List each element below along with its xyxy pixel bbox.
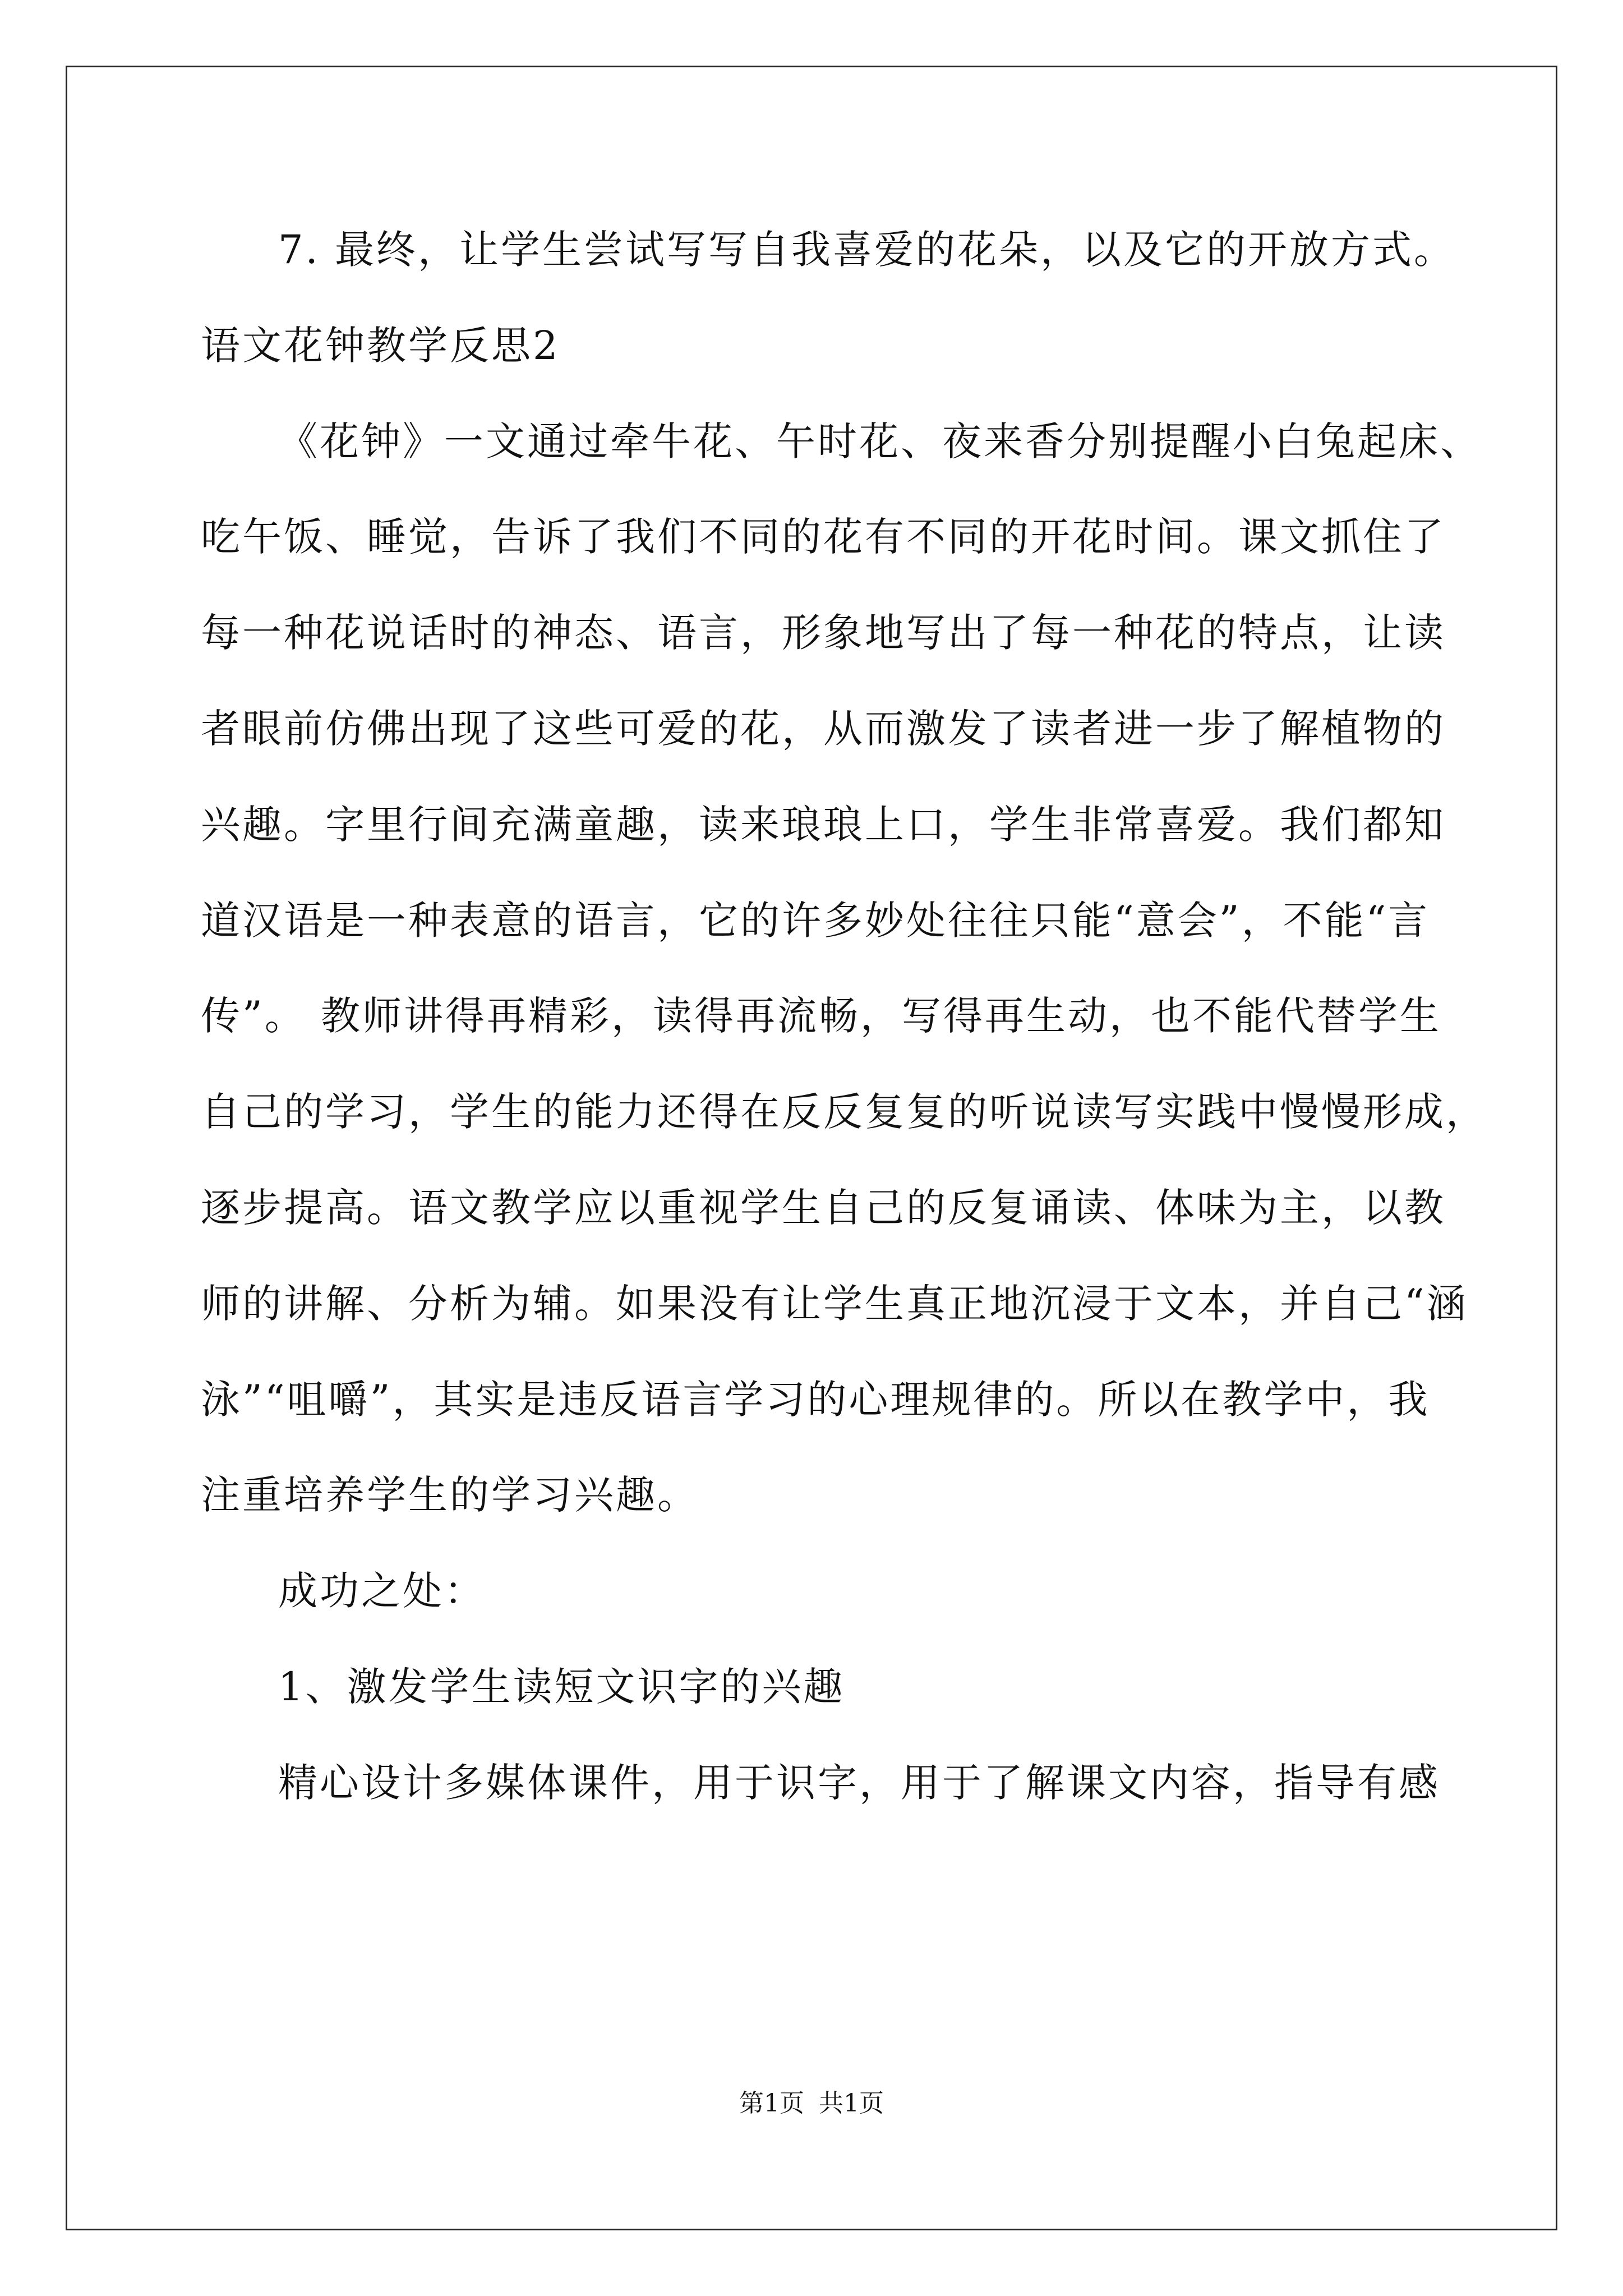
page-count: 共1页 xyxy=(819,2089,884,2118)
paragraph-line: 吃午饭、睡觉，告诉了我们不同的花有不同的开花时间。课文抓住了 xyxy=(201,514,1446,560)
page-number: 第1页 xyxy=(739,2089,804,2118)
paragraph-line: 传”。 教师讲得再精彩，读得再流畅，写得再生动，也不能代替学生 xyxy=(201,993,1442,1039)
section-heading: 语文花钟教学反思2 xyxy=(201,323,560,369)
paragraph-line: 注重培养学生的学习兴趣。 xyxy=(201,1472,699,1518)
page-footer xyxy=(0,2087,1623,2120)
paragraph-line: 自己的学习，学生的能力还得在反反复复的听说读写实践中慢慢形成， xyxy=(201,1089,1487,1135)
paragraph-line: 泳”“咀嚼”，其实是违反语言学习的心理规律的。所以在教学中，我 xyxy=(201,1377,1430,1423)
paragraph-line: 者眼前仿佛出现了这些可爱的花，从而激发了读者进一步了解植物的 xyxy=(201,706,1446,752)
paragraph-line: 道汉语是一种表意的语言，它的许多妙处往往只能“意会”，不能“言 xyxy=(201,898,1430,944)
paragraph-line: 每一种花说话时的神态、语言，形象地写出了每一种花的特点，让读 xyxy=(201,610,1446,656)
paragraph-line: 逐步提高。语文教学应以重视学生自己的反复诵读、体味为主，以教 xyxy=(201,1185,1446,1231)
page-frame xyxy=(66,66,1557,2230)
paragraph-line: 师的讲解、分析为辅。如果没有让学生真正地沉浸于文本，并自己“涵 xyxy=(201,1281,1468,1327)
paragraph-line: 7. 最终，让学生尝试写写自我喜爱的花朵，以及它的开放方式。 xyxy=(278,227,1456,273)
list-item-heading: 1、激发学生读短文识字的兴趣 xyxy=(278,1664,845,1710)
subheading: 成功之处： xyxy=(278,1568,486,1614)
paragraph-line: 精心设计多媒体课件，用于识字，用于了解课文内容，指导有感 xyxy=(278,1760,1440,1806)
paragraph-line: 兴趣。字里行间充满童趣，读来琅琅上口，学生非常喜爱。我们都知 xyxy=(201,802,1446,848)
paragraph-line: 《花钟》一文通过牵牛花、午时花、夜来香分别提醒小白兔起床、 xyxy=(278,418,1482,464)
